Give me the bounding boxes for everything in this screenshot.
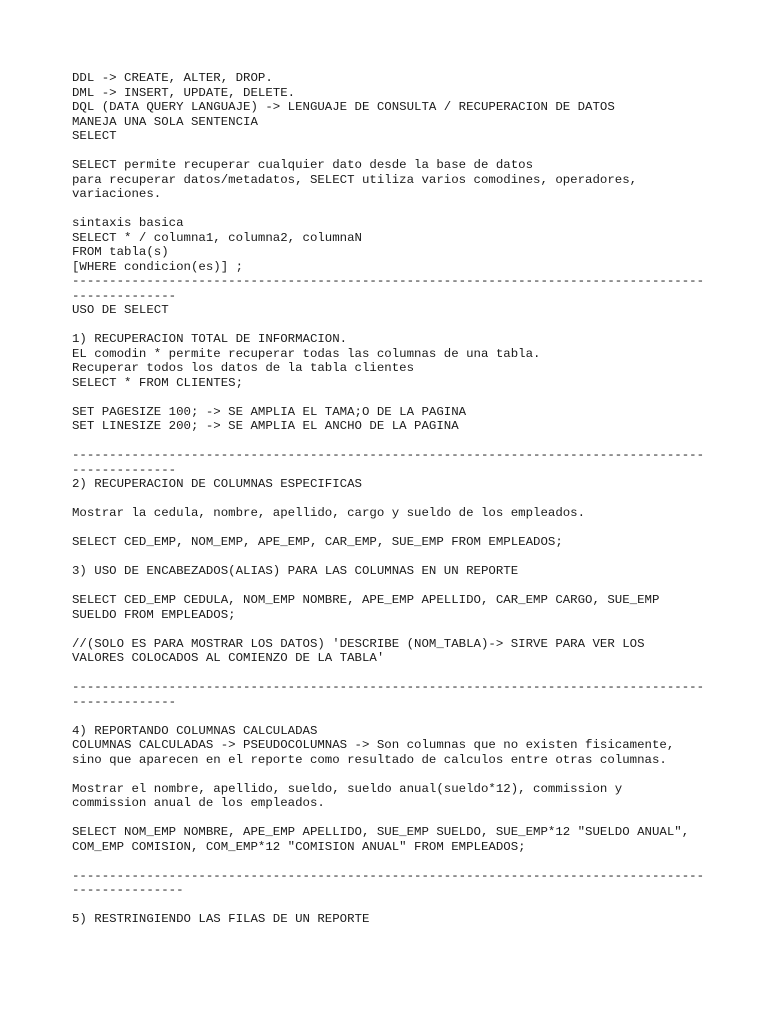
separator-line: ------------------------------------------------------------------------------------- — [72, 680, 705, 694]
text-line: SELECT CED_EMP CEDULA, NOM_EMP NOMBRE, APE_EMP APELLIDO, CAR_EMP CARGO, SUE_EMP — [72, 593, 660, 607]
text-line: [WHERE condicion(es)] ; — [72, 259, 244, 274]
blank-line — [72, 579, 712, 594]
text-line: SELECT * FROM CLIENTES; — [72, 375, 244, 390]
text-line: sintaxis basica — [72, 216, 184, 230]
blank-line — [72, 622, 712, 637]
section-heading: 1) RECUPERACION TOTAL DE INFORMACION. — [72, 332, 348, 346]
blank-line — [72, 390, 712, 405]
text-line: DDL -> CREATE, ALTER, DROP. — [72, 71, 273, 85]
text-line: SELECT CED_EMP, NOM_EMP, APE_EMP, CAR_EMP, SUE_EMP FROM EMPLEADOS; — [72, 535, 563, 549]
blank-line — [72, 144, 712, 159]
text-line: Recuperar todos los datos de la tabla clientes — [72, 361, 415, 375]
text-line: SELECT NOM_EMP NOMBRE, APE_EMP APELLIDO, SUE_EMP SUELDO, SUE_EMP*12 "SUELDO ANUAL", — [72, 825, 690, 839]
blank-line — [72, 521, 712, 536]
separator-line: ------------------------------------------------------------------------------------- — [72, 448, 705, 462]
text-line: SELECT permite recuperar cualquier dato desde la base de datos — [72, 158, 534, 172]
blank-line — [72, 898, 712, 913]
text-line: Mostrar el nombre, apellido, sueldo, sueldo anual(sueldo*12), commission y — [72, 781, 623, 796]
separator-line: -------------- — [72, 694, 177, 709]
text-line: EL comodin * permite recuperar todas las columnas de una tabla. — [72, 346, 541, 361]
text-line: Mostrar la cedula, nombre, apellido, cargo y sueldo de los empleados. — [72, 506, 586, 520]
text-line: para recuperar datos/metadatos, SELECT utiliza varios comodines, operadores, — [72, 172, 638, 187]
text-line: sino que aparecen en el reporte como resultado de calculos entre otras columnas. — [72, 752, 667, 767]
blank-line — [72, 811, 712, 826]
section-heading: USO DE SELECT — [72, 303, 169, 317]
blank-line — [72, 202, 712, 217]
text-line: SET LINESIZE 200; -> SE AMPLIA EL ANCHO DE LA PAGINA — [72, 419, 459, 433]
section-heading: 5) RESTRINGIENDO LAS FILAS DE UN REPORTE — [72, 912, 370, 926]
separator-line: -------------- — [72, 462, 177, 477]
separator-line: --------------- — [72, 883, 184, 897]
text-line: DML -> INSERT, UPDATE, DELETE. — [72, 85, 296, 100]
text-line: COM_EMP COMISION, COM_EMP*12 "COMISION ANUAL" FROM EMPLEADOS; — [72, 839, 526, 854]
text-line: VALORES COLOCADOS AL COMIENZO DE LA TABLA' — [72, 651, 385, 665]
text-line: SUELDO FROM EMPLEADOS; — [72, 607, 236, 622]
document-page — [72, 71, 712, 927]
text-line: SET PAGESIZE 100; -> SE AMPLIA EL TAMA;O DE LA PAGINA — [72, 404, 467, 419]
separator-line: ------------------------------------------------------------------------------------- — [72, 274, 705, 288]
section-heading: 4) REPORTANDO COLUMNAS CALCULADAS — [72, 723, 318, 738]
blank-line — [72, 709, 712, 724]
blank-line — [72, 854, 712, 869]
separator-line: ------------------------------------------------------------------------------------- — [72, 868, 705, 883]
separator-line: -------------- — [72, 288, 177, 303]
blank-line — [72, 492, 712, 507]
text-line: SELECT * / columna1, columna2, columnaN — [72, 230, 362, 245]
blank-line — [72, 318, 712, 333]
text-line: MANEJA UNA SOLA SENTENCIA — [72, 114, 258, 129]
text-line: COLUMNAS CALCULADAS -> PSEUDOCOLUMNAS -> Son columnas que no existen fisicamente, — [72, 738, 675, 752]
section-heading: 2) RECUPERACION DE COLUMNAS ESPECIFICAS — [72, 477, 362, 491]
blank-line — [72, 666, 712, 681]
text-line: SELECT — [72, 129, 117, 143]
text-line: FROM tabla(s) — [72, 245, 169, 259]
blank-line — [72, 767, 712, 782]
text-line: variaciones. — [72, 187, 162, 201]
text-line: //(SOLO ES PARA MOSTRAR LOS DATOS) 'DESCRIBE (NOM_TABLA)-> SIRVE PARA VER LOS — [72, 636, 645, 651]
section-heading: 3) USO DE ENCABEZADOS(ALIAS) PARA LAS COLUMNAS EN UN REPORTE — [72, 564, 519, 578]
text-line: commission anual de los empleados. — [72, 796, 325, 810]
blank-line — [72, 434, 712, 449]
blank-line — [72, 550, 712, 565]
text-line: DQL (DATA QUERY LANGUAJE) -> LENGUAJE DE CONSULTA / RECUPERACION DE DATOS — [72, 100, 615, 114]
